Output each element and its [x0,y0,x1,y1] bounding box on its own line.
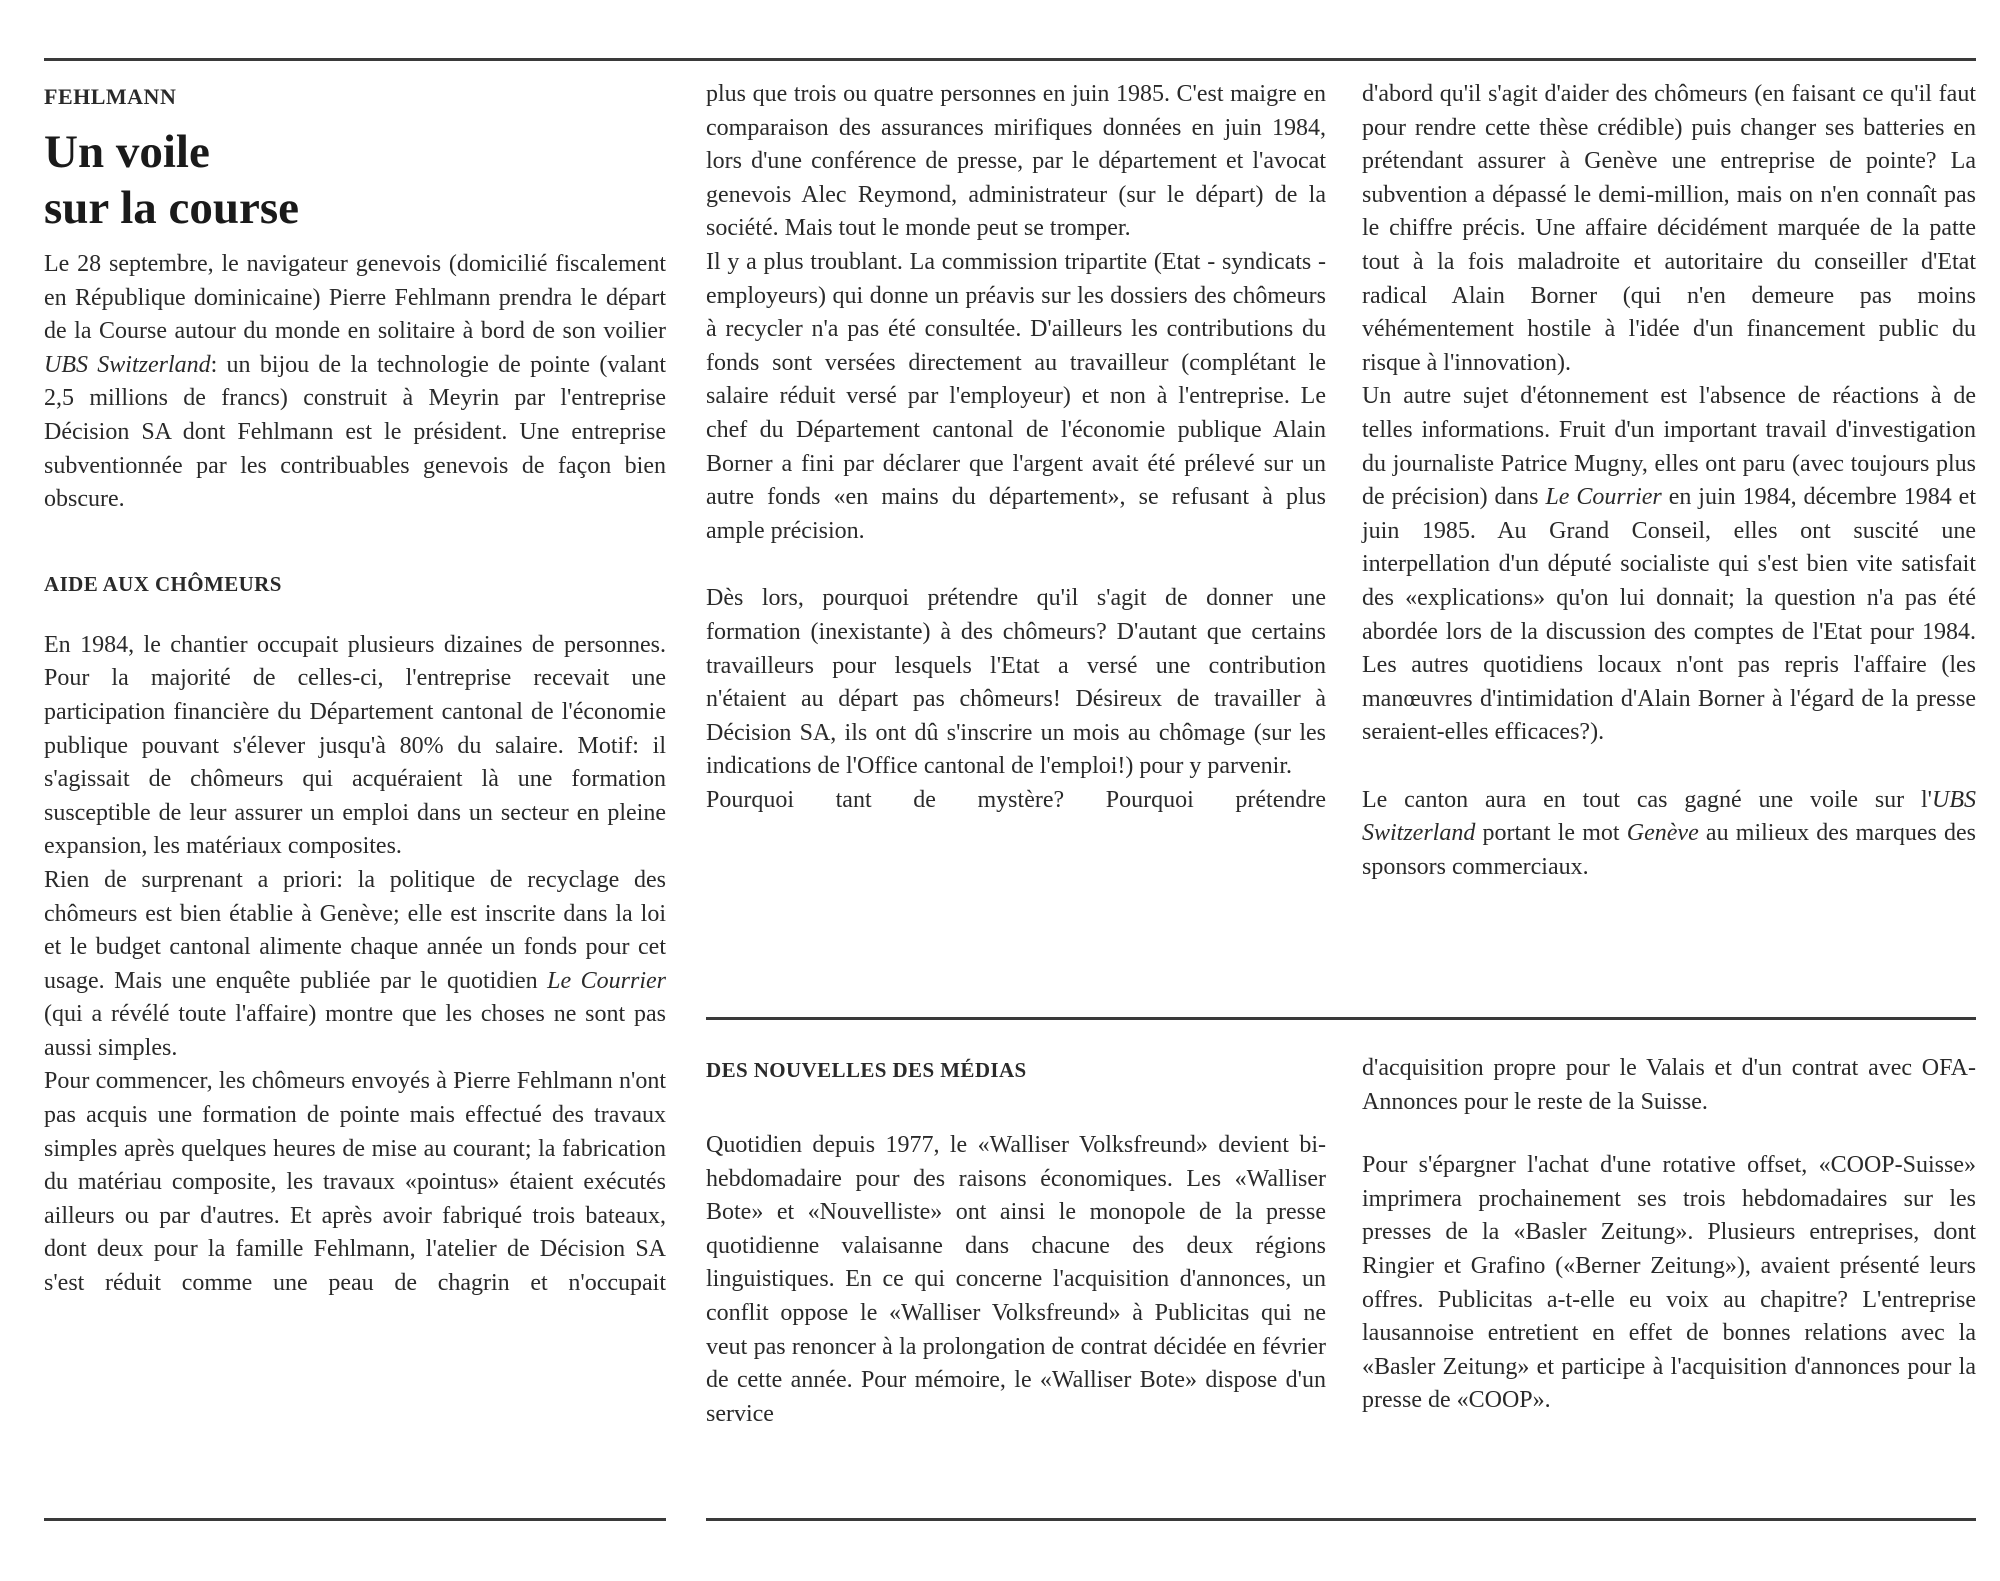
media-section-heading: DES NOUVELLES DES MÉDIAS [706,1058,1027,1082]
col2-paragraph-2: Il y a plus troublant. La commission tripartite (Etat - syndicats - employeurs) qui donne un préavis sur les dossiers des chômeurs à recycler n'a pas été consultée. D'ailleurs les contributions du fonds sont versées directement au travailleur (complétant le salaire réduit versé par l'employeur) et non à l'entreprise. Le chef du Département cantonal de l'économie publique Alain Borner a fini par déclarer que l'argent avait été prélevé sur un autre fonds «en mains du département», se refusant à plus ample précision. [706,248,1326,544]
col2-paragraph-4: Pourquoi tant de mystère? Pourquoi prétendre [706,786,1326,813]
col3-paragraph-1: d'abord qu'il s'agit d'aider des chômeurs (en faisant ce qu'il faut pour rendre cette thèse crédible) puis changer ses batteries en prétendant assurer à Genève une entreprise de pointe? La subvention a dépassé le demi-million, mais on n'en connaît pas le chiffre précis. Une affaire décidément marquée de la patte tout à la fois maladroite et autoritaire du conseiller d'Etat radical Alain Borner (qui n'en demeure pas moins véhémentement hostile à l'idée d'un financement public du risque à l'innovation). [1362,81,1976,376]
top-rule [44,58,1976,61]
col3-paragraph-2: Un autre sujet d'étonnement est l'absence de réactions à de telles informations. Fruit d'un important travail d'investigation du journaliste Patrice Mugny, elles ont paru (avec toujours plus de précision) dans Le Courrier en juin 1984, décembre 1984 et juin 1985. Au Grand Conseil, elles ont suscité une interpellation d'un député socialiste qui s'est bien vite satisfait des «explications» qu'on lui donnait; la question n'a pas été abordée lors de la discussion des comptes de l'Etat pour 1984. Les autres quotidiens locaux n'ont pas repris l'affaire (les manœuvres d'intimidation d'Alain Borner à l'égard de la presse seraient-elles efficaces?). [1362,383,1976,746]
media-paragraph-2: d'acquisition propre pour le Valais et d'un contrat avec OFA-Annonces pour le reste de la Suisse. [1362,1055,1976,1115]
media-column-2 [1362,1052,1976,1418]
ship-name: UBS Switzerland [1362,786,1976,847]
media-paragraph-3: Pour s'épargner l'achat d'une rotative offset, «COOP-Suisse» imprimera prochainement ses trois hebdomadaires sur les presses de la «Basler Zeitung». Plusieurs entreprises, dont Ringier et Grafino («Berner Zeitung»), avaient présenté leurs offres. Publicitas a-t-elle eu voix au chapitre? L'entreprise lausannoise entretient en effet de bonnes relations avec la «Basler Zeitung» et participe à l'acquisition d'annonces pour la presse de «COOP». [1362,1152,1976,1414]
newspaper-name: Le Courrier [1545,484,1662,511]
article-kicker: FEHLMANN [44,84,177,109]
section1-paragraph-3: Pour commencer, les chômeurs envoyés à Pierre Fehlmann n'ont pas acquis une formation de pointe mais effectué des travaux simples après quelques heures de mise au courant; la fabrication du matériau composite, les travaux «pointus» étaient exécutés ailleurs ou par d'autres. Et après avoir fabriqué trois bateaux, dont deux pour la famille Fehlmann, l'atelier de Décision SA s'est réduit comme une peau de chagrin et n'occupait [44,1068,666,1297]
media-paragraph-1: Quotidien depuis 1977, le «Walliser Volksfreund» devient bi-hebdomadaire pour des raisons économiques. Les «Walliser Bote» et «Nouvelliste» ont ainsi le monopole de la presse quotidienne valaisanne dans chacune des deux régions linguistiques. En ce qui concerne l'acquisition d'annonces, un conflit oppose le «Walliser Volksfreund» à Publicitas qui ne veut pas renoncer à la prolongation de contrat décidée en février de cette année. Pour mémoire, le «Walliser Bote» dispose d'un service [706,1132,1326,1427]
bottom-rule-right [706,1518,1976,1521]
article-intro: Le 28 septembre, le navigateur genevois (domicilié fiscalement en République dominicaine) Pierre Fehlmann prendra le départ de la Course autour du monde en solitaire à bord de son voilier UBS Switzerland: un bijou de la technologie de pointe (valant 2,5 millions de francs) construit à Meyrin par l'entreprise Décision SA dont Fehlmann est le président. Une entreprise subventionnée par les contribuables genevois de façon bien obscure. [44,251,666,513]
article-title-line-2: sur la course [44,182,300,234]
article-title [44,124,666,236]
col2-paragraph-1: plus que trois ou quatre personnes en juin 1985. C'est maigre en comparaison des assurances mirifiques données en juin 1984, lors d'une conférence de presse, par le département et l'avocat genevois Alec Reymond, administrateur (sur le départ) de la société. Mais tout le monde peut se tromper. [706,81,1326,242]
section1-paragraph-2: Rien de surprenant a priori: la politique de recyclage des chômeurs est bien établie à Genève; elle est inscrite dans la loi et le budget cantonal alimente chaque année un fonds pour cet usage. Mais une enquête publiée par le quotidien Le Courrier (qui a révélé toute l'affaire) montre que les choses ne sont pas aussi simples. [44,866,666,1061]
media-column-1 [706,1057,1326,1431]
section-heading-aide-aux-chomeurs: AIDE AUX CHÔMEURS [44,571,282,596]
section1-paragraph-1: En 1984, le chantier occupait plusieurs dizaines de personnes. Pour la majorité de celles-ci, l'entreprise recevait une participation financière du Département cantonal de l'économie publique pouvant s'élever jusqu'à 80% du salaire. Motif: il s'agissait de chômeurs qui acquéraient là une formation susceptible de leur assurer un emploi dans un secteur en pleine expansion, les matériaux composites. [44,631,666,860]
article-column-2 [706,78,1326,817]
media-top-rule [706,1017,1976,1020]
newspaper-name: Le Courrier [547,967,666,994]
ship-name: UBS Switzerland [44,351,211,378]
word-geneve: Genève [1626,820,1699,847]
article-title-line-1: Un voile [44,126,210,178]
article-column-3 [1362,78,1976,885]
bottom-rule-left [44,1518,666,1521]
col2-paragraph-3: Dès lors, pourquoi prétendre qu'il s'agit de donner une formation (inexistante) à des chômeurs? D'autant que certains travailleurs pour lesquels l'Etat a versé une contribution n'étaient au départ pas chômeurs! Désireux de travailler à Décision SA, ils ont dû s'inscrire un mois au chômage (sur les indications de l'Office cantonal de l'emploi!) pour y parvenir. [706,585,1326,780]
article-column-1 [44,84,666,1301]
col3-paragraph-3: Le canton aura en tout cas gagné une voile sur l'UBS Switzerland portant le mot Genève au milieux des marques des sponsors commerciaux. [1362,786,1976,881]
